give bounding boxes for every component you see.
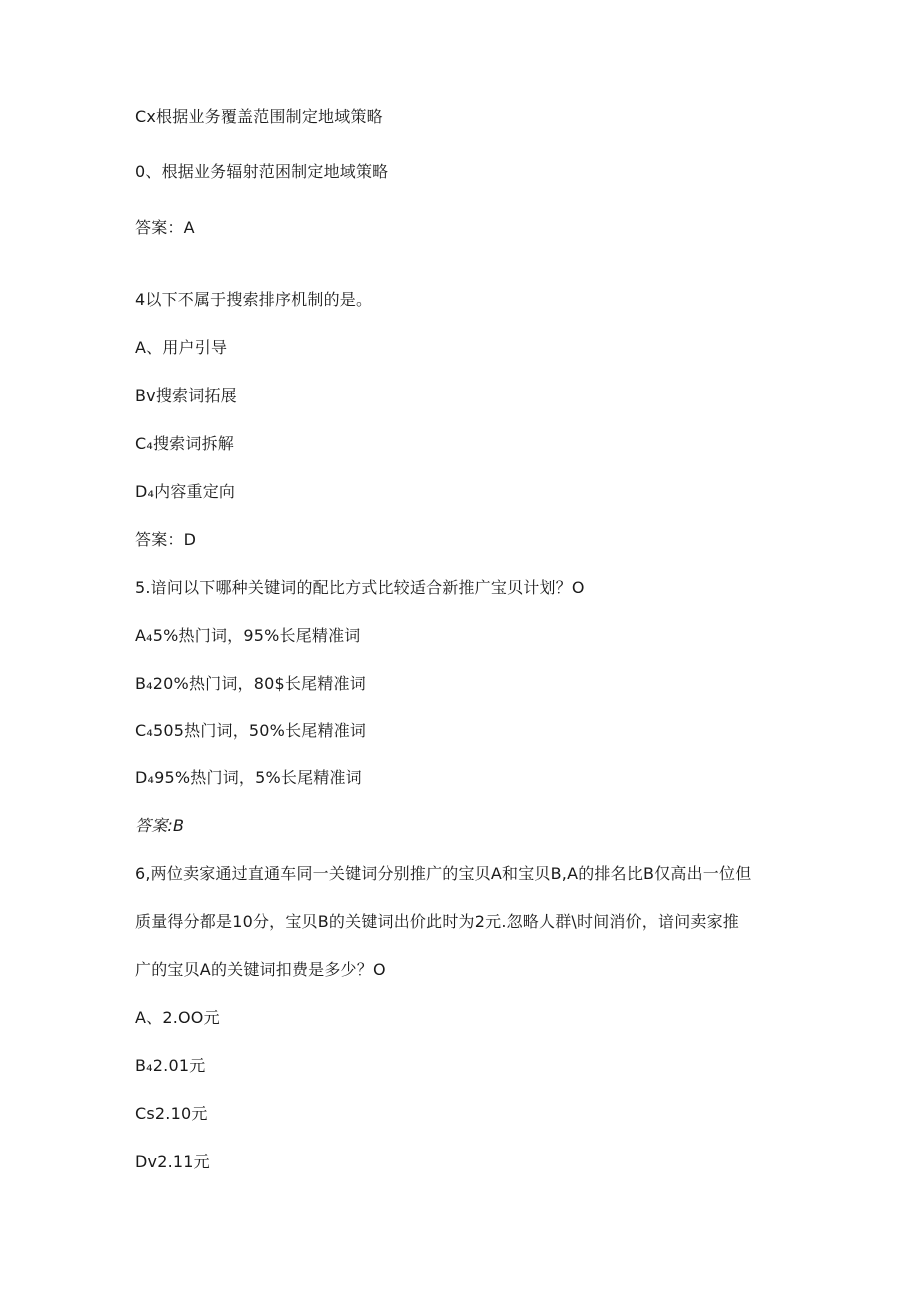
answer-line: 答案：A <box>135 218 195 237</box>
question-4-option-d: D₄内容重定向 <box>135 482 236 501</box>
question-5-option-a: A₄5%热门词，95%长尾精准词 <box>135 626 361 645</box>
question-5-option-c: C₄505热门词，50%长尾精准词 <box>135 721 367 740</box>
question-6-line-1: 6,两位卖家通过直通车同一关键词分别推广的宝贝A和宝贝B,A的排名比B仅高出一位但 <box>135 864 752 883</box>
question-4: 4以下不属于搜索排序机制的是。 <box>135 290 373 309</box>
question-4-option-c: C₄搜索词拆解 <box>135 434 234 453</box>
question-6-line-3: 广的宝贝A的关键词扣费是多少？O <box>135 960 386 979</box>
option-d-line: 0、根据业务辐射范困制定地域策略 <box>135 162 389 181</box>
question-4-answer: 答案：D <box>135 530 197 549</box>
question-6-option-c: Cs2.10元 <box>135 1104 208 1123</box>
question-5: 5.谙问以下哪种关键词的配比方式比较适合新推广宝贝计划？O <box>135 578 585 597</box>
question-6-option-b: B₄2.01元 <box>135 1056 206 1075</box>
question-5-answer: 答案:B <box>135 816 185 835</box>
question-5-option-b: B₄20%热门词，80$长尾精准词 <box>135 674 366 693</box>
question-5-option-d: D₄95%热门词，5%长尾精准词 <box>135 768 362 787</box>
question-6-option-a: A、2.OO元 <box>135 1008 220 1027</box>
question-4-option-a: A、用户引导 <box>135 338 228 357</box>
question-6-option-d: Dv2.11元 <box>135 1152 210 1171</box>
option-c-line: Cx根据业务覆盖范围制定地域策略 <box>135 107 383 126</box>
question-4-option-b: Bv搜索词拓展 <box>135 386 237 405</box>
question-6-line-2: 质量得分都是10分，宝贝B的关键词出价此时为2元.忽略人群\时间消价，谙问卖家推 <box>135 912 739 931</box>
